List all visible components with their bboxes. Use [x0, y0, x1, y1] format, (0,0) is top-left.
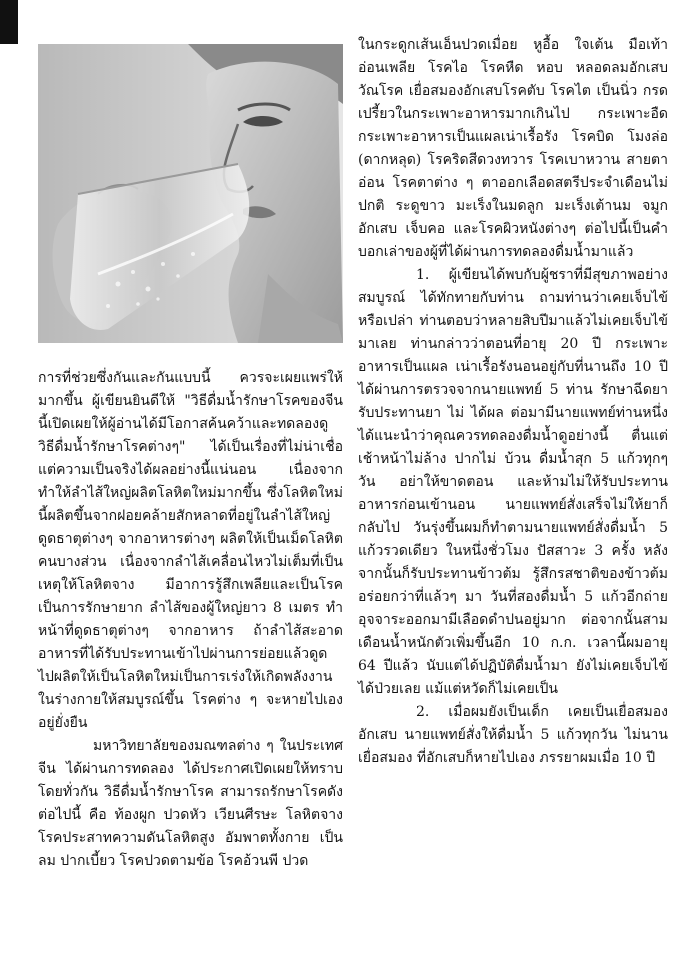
- photo-illustration: [38, 44, 343, 343]
- left-text-column: [38, 367, 343, 873]
- right-paragraph-1: ในกระดูกเส้นเอ็นปวดเมื่อย หูอื้อ ใจเต้น มือเท้าอ่อนเพลีย โรคไอ โรคหืด หอบ หลอดลมอักเสบ วัณโรค เยื่อสมองอักเสบโรคตับ โรคไต เป็นนิ่ว กรดเปรี้ยวในกระเพาะอาหารมากเกินไป กระเพาะอืด กระเพาะอาหารเป็นแผลเน่าเรื้อรัง โรคบิด โมงล่อ (ดากหลุด) โรคริดสีดวงทวาร โรคเบาหวาน สายตาอ่อน โรคตาต่าง ๆ ตาออกเลือดสตรีประจำเดือนไม่ปกติ ระดูขาว มะเร็งในมดลูก มะเร็งเต้านม จมูกอักเสบ เจ็บคอ และโรคผิวหนังต่างๆ ต่อไปนี้เป็นคำบอกเล่าของผู้ที่ได้ผ่านการทดลองดื่มน้ำมาแล้ว: [358, 37, 668, 260]
- page-corner-mark: [0, 0, 18, 44]
- right-paragraph-2: 1. ผู้เขียนได้พบกับผู้ชราที่มีสุขภาพอย่างสมบูรณ์ ได้ทักทายกับท่าน ถามท่านว่าเคยเจ็บไข้หรือเปล่า ท่านตอบว่าหลายสิบปีมาแล้วไม่เคยเจ็บไข้มาเลย ท่านกล่าวว่าตอนที่อายุ 20 ปี กระเพาะอาหารเป็นแผล เน่าเรื้อรังนอนอยู่กับที่นานถึง 10 ปี ได้ผ่านการตรวจจากนายแพทย์ 5 ท่าน รักษาฉีดยา รับประทานยา ไม่ ได้ผล ต่อมามีนายแพทย์ท่านหนึ่งได้แนะนำว่าคุณควรทดลองดื่มน้ำดูอย่างนี้ ตื่นแต่เช้าหน้าไม่ล้าง ปากไม่ บ้วน ดื่มน้ำสุก 5 แก้วทุกๆ วัน อย่าให้ขาดตอน และห้ามไม่ให้รับประทานอาหารก่อนเข้านอน นายแพทย์สั่งเสร็จไม่ให้ยาก็กลับไป วันรุ่งขึ้นผมก็ทำตามนายแพทย์สั่งดื่มน้ำ 5 แก้วรวดเดียว ในหนึ่งชั่วโมง ปัสสาวะ 3 ครั้ง หลังจากนั้นก็รับประทานข้าวต้ม รู้สึกรสชาติของข้าวต้มอร่อยกว่าที่แล้วๆ มา วันที่สองดื่มน้ำ 5 แก้วอีกถ่ายอุจจาระออกมามีเลือดดำปนอยู่มาก ต่อจากนั้นสามเดือนน้ำหนักตัวเพิ่มขึ้นอีก 10 ก.ก. เวลานี้ผมอายุ 64 ปีแล้ว นับแต่ได้ปฏิบัติดื่มน้ำมา ยังไม่เคยเจ็บไข้ได้ป่วยเลย แม้แต่หวัดก็ไม่เคยเป็น: [358, 267, 668, 697]
- left-paragraph-1: การที่ช่วยซึ่งกันและกันแบบนี้ ควรจะเผยแพร่ให้มากขึ้น ผู้เขียนยินดีให้ "วิธีดื่มน้ำรักษาโรคของจีนนี้เปิดเผยให้ผู้อ่านได้มีโอกาสค้นคว้าและทดลองดู วิธีดื่มน้ำรักษาโรคต่างๆ" ได้เป็นเรื่องที่ไม่น่าเชื่อ แต่ความเป็นจริงได้ผลอย่างนี้แน่นอน เนื่องจากทำให้ลำไส้ใหญ่ผลิตโลหิตใหม่มากขึ้น ซึ่งโลหิตใหม่นี้ผลิตขึ้นจากฝอยคล้ายสักหลาดที่อยู่ในลำไส้ใหญ่ดูดธาตุต่างๆ จากอาหารต่างๆ ผลิตให้เป็นเม็ดโลหิต คนบางส่วน เนื่องจากลำไส้เคลื่อนไหวไม่เต็มที่เป็นเหตุให้โลหิตจาง มีอาการรู้สึกเพลียและเป็นโรคเป็นการรักษายาก ลำไส้ของผู้ใหญ่ยาว 8 เมตร ทำหน้าที่ดูดธาตุต่างๆ จากอาหาร ถ้าลำไส้สะอาดอาหารที่ได้รับประทานเข้าไปผ่านการย่อยแล้วดูดไปผลิตให้เป็นโลหิตใหม่เป็นการเร่งให้เกิดพลังงานในร่างกายให้สมบูรณ์ขึ้น โรคต่าง ๆ จะหายไปเองอยู่ยั่งยืน: [38, 370, 343, 731]
- woman-drinking-water-photo: [38, 44, 343, 343]
- right-text-column: [358, 34, 668, 770]
- right-paragraph-3: 2. เมื่อผมยังเป็นเด็ก เคยเป็นเยื่อสมองอักเสบ นายแพทย์สั่งให้ดื่มน้ำ 5 แก้วทุกวัน ไม่นานเยื่อสมอง ที่อักเสบก็หายไปเอง ภรรยาผมเมื่อ 10 ปี: [358, 704, 668, 766]
- left-paragraph-2: มหาวิทยาลัยของมณฑลต่าง ๆ ในประเทศจีน ได้ผ่านการทดลอง ได้ประกาศเปิดเผยให้ทราบโดยทั่วกัน วิธีดื่มน้ำรักษาโรค สามารถรักษาโรคดังต่อไปนี้ คือ ท้องผูก ปวดหัว เวียนศีรษะ โลหิตจาง โรคประสาทความดันโลหิตสูง อัมพาตทั้งกาย เป็นลม ปากเบี้ยว โรคปวดตามข้อ โรคอ้วนพี ปวด: [38, 738, 343, 869]
